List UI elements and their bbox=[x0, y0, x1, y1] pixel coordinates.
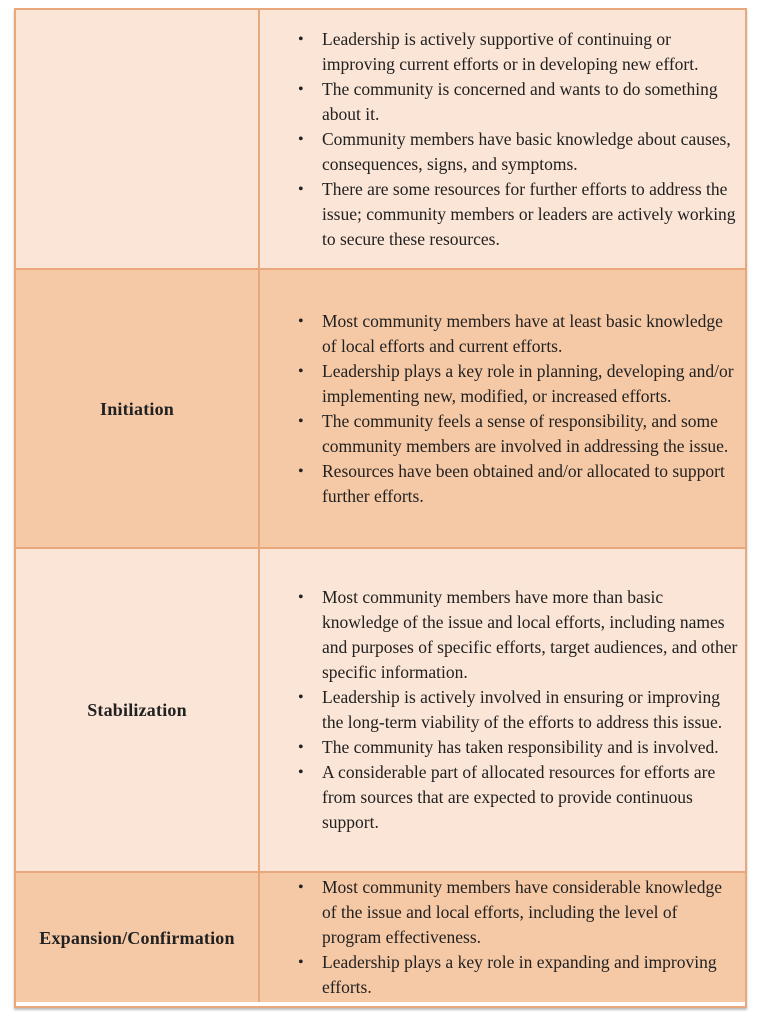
description-cell bbox=[260, 549, 745, 871]
bullet-item: • Most community members have more than basic knowledge of the issue and local efforts, including names and purposes of specific efforts, target audiences, and other specific information. bbox=[296, 585, 739, 685]
community-readiness-table bbox=[14, 8, 747, 1008]
bullet-item: • Most community members have at least basic knowledge of local efforts and current efforts. bbox=[296, 309, 739, 359]
bullet-item: • Leadership is actively involved in ensuring or improving the long-term viability of the efforts to address this issue. bbox=[296, 685, 739, 735]
bullet-item: • Community members have basic knowledge about causes, consequences, signs, and symptoms. bbox=[296, 127, 739, 177]
table-row bbox=[16, 871, 745, 1002]
stage-label: Stabilization bbox=[87, 700, 187, 720]
bullet-item: • Leadership is actively supportive of continuing or improving current efforts or in developing new effort. bbox=[296, 27, 739, 77]
bullet-item: • The community has taken responsibility and is involved. bbox=[296, 735, 739, 760]
bullet-list bbox=[296, 585, 739, 835]
stage-label: Expansion/Confirmation bbox=[39, 927, 235, 948]
bullet-item: • A considerable part of allocated resources for efforts are from sources that are expected to provide continuous support. bbox=[296, 760, 739, 835]
stage-cell bbox=[16, 873, 260, 1002]
bullet-item: • Leadership plays a key role in planning, developing and/or implementing new, modified, or increased efforts. bbox=[296, 359, 739, 409]
description-cell bbox=[260, 873, 745, 1002]
bullet-item: • There are some resources for further efforts to address the issue; community members or leaders are actively working to secure these resources. bbox=[296, 177, 739, 252]
bullet-list bbox=[296, 875, 739, 1000]
stage-cell bbox=[16, 270, 260, 547]
bullet-item: • Resources have been obtained and/or allocated to support further efforts. bbox=[296, 459, 739, 509]
bullet-item: • The community is concerned and wants to do something about it. bbox=[296, 77, 739, 127]
table-row bbox=[16, 547, 745, 871]
stage-cell bbox=[16, 10, 260, 268]
bullet-item: • The community feels a sense of responsibility, and some community members are involved in addressing the issue. bbox=[296, 409, 739, 459]
table-row bbox=[16, 268, 745, 547]
bullet-item: • Leadership plays a key role in expanding and improving efforts. bbox=[296, 950, 739, 1000]
table-row bbox=[16, 10, 745, 268]
stage-cell bbox=[16, 549, 260, 871]
description-cell bbox=[260, 10, 745, 268]
bullet-list bbox=[296, 309, 739, 509]
description-cell bbox=[260, 270, 745, 547]
stage-label: Initiation bbox=[99, 398, 175, 419]
bullet-list bbox=[296, 27, 739, 252]
bullet-item: • Most community members have considerable knowledge of the issue and local efforts, including the level of program effectiveness. bbox=[296, 875, 739, 950]
